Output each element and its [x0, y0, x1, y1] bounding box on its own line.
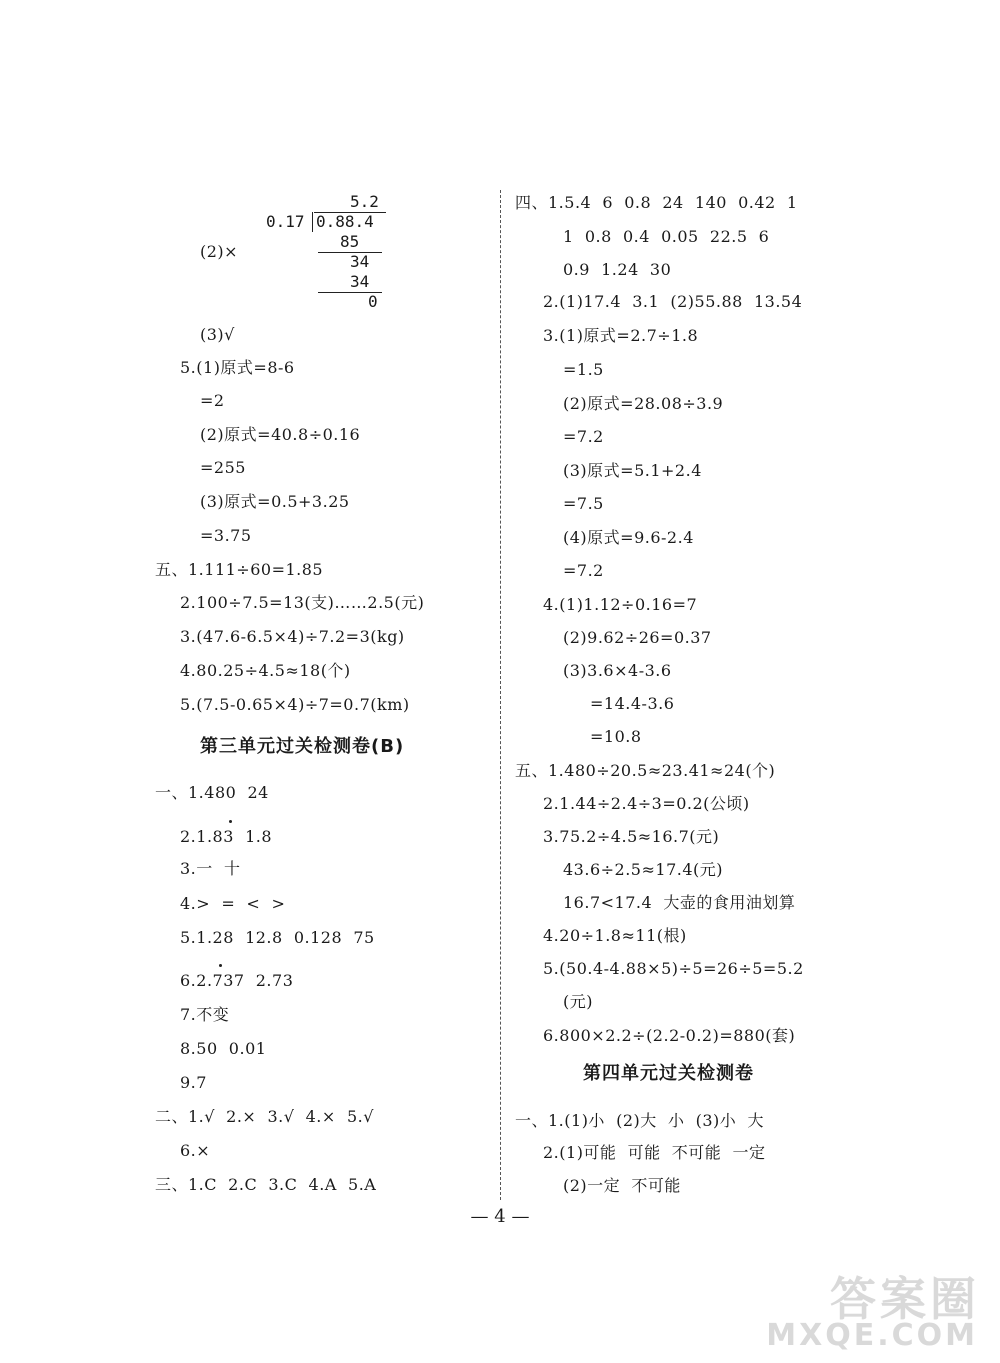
left-column-line: =3.75	[200, 526, 252, 545]
right-column-line: 1 0.8 0.4 0.05 22.5 6	[563, 227, 770, 246]
left-column-line: (2)原式=40.8÷0.16	[200, 425, 361, 444]
watermark-url: MXQE.COM	[766, 1318, 978, 1353]
section-title-unit4: 第四单元过关检测卷	[583, 1063, 754, 1084]
right-column-line: 四、1.5.4 6 0.8 24 140 0.42 1	[515, 193, 798, 212]
right-column-line: =7.5	[563, 494, 604, 513]
left-column-line: 8.50 0.01	[180, 1039, 267, 1058]
right-column-line: 6.800×2.2÷(2.2-0.2)=880(套)	[543, 1026, 796, 1045]
right-column-line: =7.2	[563, 427, 604, 446]
left-column-line: 三、1.C 2.C 3.C 4.A 5.A	[155, 1175, 377, 1194]
long-division	[262, 192, 402, 312]
left-column-line: (2)×	[200, 242, 239, 261]
right-column-line: 五、1.480÷20.5≈23.41≈24(个)	[515, 761, 776, 780]
right-column-line: 43.6÷2.5≈17.4(元)	[563, 860, 723, 879]
page-number: — 4 —	[470, 1206, 530, 1227]
right-column-line: 2.1.44÷2.4÷3=0.2(公顷)	[543, 794, 750, 813]
left-column-line: 3.(47.6-6.5×4)÷7.2=3(kg)	[180, 627, 405, 646]
left-column-line: 5.(7.5-0.65×4)÷7=0.7(km)	[180, 695, 410, 714]
division-quotient: 5.2	[350, 192, 379, 211]
right-column-line: =1.5	[563, 360, 604, 379]
right-column-line: 2.(1)17.4 3.1 (2)55.88 13.54	[543, 292, 803, 311]
right-column-line: 一、1.(1)小 (2)大 小 (3)小 大	[515, 1111, 764, 1130]
column-divider	[500, 190, 501, 1200]
division-row-2: 34	[350, 252, 370, 271]
left-column-line: 一、1.480 24	[155, 783, 269, 802]
left-column-line: 二、1.√ 2.× 3.√ 4.× 5.√	[155, 1107, 374, 1126]
repeating-decimal-dot	[219, 964, 222, 967]
left-column-line: =255	[200, 458, 246, 477]
right-column-line: (3)原式=5.1+2.4	[563, 461, 702, 480]
left-column-line: 9.7	[180, 1073, 207, 1092]
right-column-line: 3.75.2÷4.5≈16.7(元)	[543, 827, 720, 846]
left-column-line: 4.> = < >	[180, 894, 286, 913]
right-column-line: (3)3.6×4-3.6	[563, 661, 672, 680]
right-column-line: (2)一定 不可能	[563, 1176, 681, 1195]
left-column-line: 2.100÷7.5=13(支)……2.5(元)	[180, 593, 425, 612]
left-column-line: 5.(1)原式=8-6	[180, 358, 295, 377]
watermark-text: 答案圈	[830, 1272, 980, 1326]
right-column-line: (元)	[563, 992, 593, 1011]
left-column-line: 5.1.28 12.8 0.128 75	[180, 928, 375, 947]
right-column-line: 16.7<17.4 大壶的食用油划算	[563, 893, 796, 912]
division-divisor: 0.17	[266, 212, 305, 231]
right-column-line: 3.(1)原式=2.7÷1.8	[543, 326, 699, 345]
right-column-line: 2.(1)可能 可能 不可能 一定	[543, 1143, 766, 1162]
section-title-unit3-b: 第三单元过关检测卷(B)	[200, 736, 405, 757]
right-column-line: 0.9 1.24 30	[563, 260, 672, 279]
division-remainder: 0	[368, 292, 378, 311]
right-column-line: =14.4-3.6	[590, 694, 675, 713]
left-column-line: 2.1.83 1.8	[180, 827, 273, 846]
left-column-line: 3.一 十	[180, 859, 241, 878]
repeating-decimal-dot	[229, 820, 232, 823]
left-column-line: 4.80.25÷4.5≈18(个)	[180, 661, 351, 680]
watermark-logo	[720, 1263, 990, 1353]
right-column-line: (2)9.62÷26=0.37	[563, 628, 712, 647]
right-column-line: (4)原式=9.6-2.4	[563, 528, 694, 547]
left-column-line: 6.2.737 2.73	[180, 971, 294, 990]
left-column-line: (3)√	[200, 325, 235, 344]
right-column-line: 4.(1)1.12÷0.16=7	[543, 595, 698, 614]
left-column-line: 7.不变	[180, 1005, 230, 1024]
right-column-line: (2)原式=28.08÷3.9	[563, 394, 724, 413]
right-column-line: 4.20÷1.8≈11(根)	[543, 926, 687, 945]
right-column-line: =10.8	[590, 727, 642, 746]
left-column-line: =2	[200, 391, 225, 410]
left-column-line: 五、1.111÷60=1.85	[155, 560, 324, 579]
left-column-line: (3)原式=0.5+3.25	[200, 492, 350, 511]
left-column-line: 6.×	[180, 1141, 211, 1160]
right-column-line: =7.2	[563, 561, 604, 580]
division-bracket-side	[312, 212, 313, 232]
division-dividend: 0.88.4	[316, 212, 374, 231]
division-row-1: 85	[340, 232, 360, 251]
division-row-3: 34	[350, 272, 370, 291]
right-column-line: 5.(50.4-4.88×5)÷5=26÷5=5.2	[543, 959, 804, 978]
